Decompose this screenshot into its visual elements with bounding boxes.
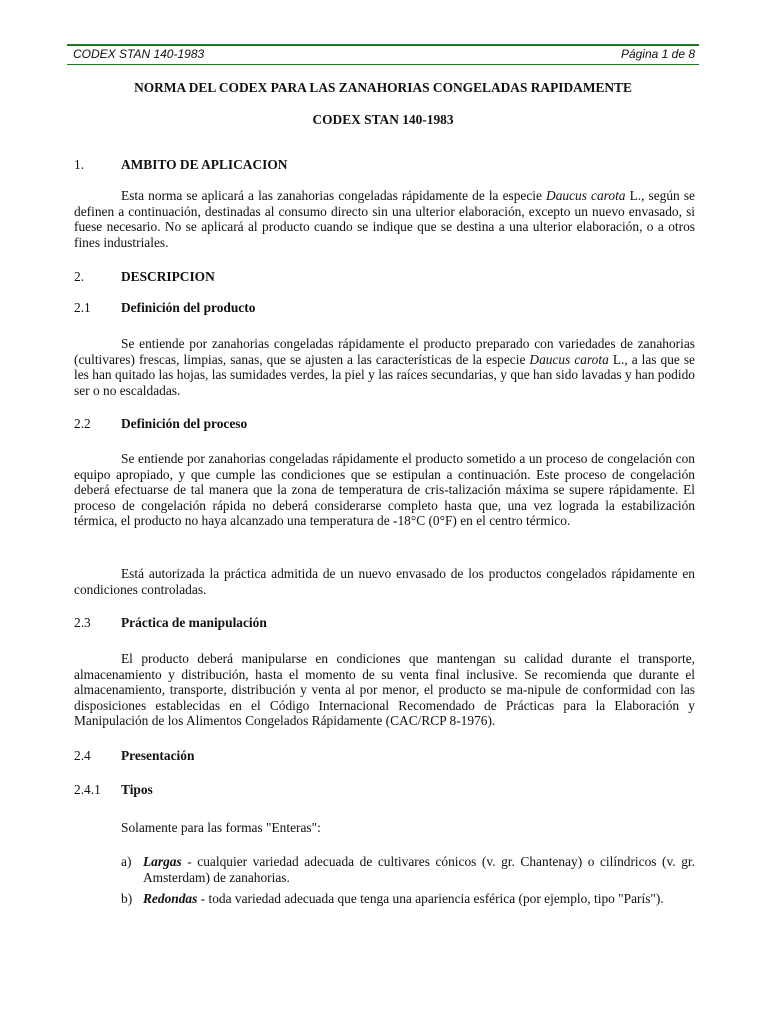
section-number: 2.3 bbox=[74, 615, 91, 630]
list-item-label: a) bbox=[121, 854, 132, 869]
section-number: 2.4.1 bbox=[74, 782, 101, 797]
list-item: Largas - cualquier variedad adecuada de cultivares cónicos (v. gr. Chantenay) o cilíndricos (v. gr. Amsterdam) de zanahorias. bbox=[143, 854, 695, 885]
species-name: Daucus carota bbox=[529, 351, 609, 367]
section-heading: Práctica de manipulación bbox=[121, 615, 267, 630]
list-item-term: Redondas bbox=[143, 891, 198, 906]
section-number: 2.1 bbox=[74, 300, 91, 315]
list-item-label: b) bbox=[121, 891, 133, 906]
section-heading: Presentación bbox=[121, 748, 195, 763]
document-title: NORMA DEL CODEX PARA LAS ZANAHORIAS CONGELADAS RAPIDAMENTE bbox=[134, 80, 632, 95]
section-heading: AMBITO DE APLICACION bbox=[121, 157, 288, 172]
section-paragraph: Esta norma se aplicará a las zanahorias congeladas rápidamente de la especie Daucus carota L., según se definen a continuación, destinadas al consumo directo sin una ulterior elaboración, excepto un nuevo envasado, si fuese necesario. No se aplicará al producto cuando se indique que se destina a una ulterior elaboración, o a otros fines industriales. bbox=[74, 188, 695, 250]
section-heading: Tipos bbox=[121, 782, 153, 797]
section-number: 2. bbox=[74, 269, 85, 284]
section-heading: Definición del proceso bbox=[121, 416, 248, 431]
list-item-term: Largas bbox=[143, 854, 182, 869]
section-paragraph: Se entiende por zanahorias congeladas rápidamente el producto sometido a un proceso de congelación con equipo apropiado, y que cumple las condiciones que se estipulan a continuación. Este proceso de congelación deberá efectuarse de tal manera que la zona de temperatura de cris-talización máxima se supere rápidamente. El proceso de congelación rápida no deberá considerarse completo hasta que, una vez lograda la estabilización térmica, el producto no haya alcanzado una temperatura de -18°C (0°F) en el centro térmico. bbox=[74, 451, 695, 528]
header-page-number: Página 1 de 8 bbox=[620, 47, 695, 61]
list-intro: Solamente para las formas "Enteras": bbox=[121, 820, 321, 835]
header-code: CODEX STAN 140-1983 bbox=[73, 47, 205, 61]
section-number: 2.4 bbox=[74, 748, 91, 763]
document-code: CODEX STAN 140-1983 bbox=[312, 112, 454, 127]
section-heading: DESCRIPCION bbox=[121, 269, 215, 284]
section-paragraph: Se entiende por zanahorias congeladas rápidamente el producto preparado con variedades de zanahorias (cultivares) frescas, limpias, sanas, que se ajusten a las características de la especie Daucus carota L., a las que se les han quitado las hojas, las sumidades verdes, la piel y las raíces secundarias, y que han sido lavadas y han podido ser o no escaldadas. bbox=[74, 336, 696, 398]
section-paragraph: El producto deberá manipularse en condiciones que mantengan su calidad durante el transporte, almacenamiento y distribución, hasta el momento de su venta final inclusive. Se recomienda que durante el almacenamiento, transporte, distribución y venta al por menor, el producto se ma-nipule de conformidad con las disposiciones establecidas en el Código Internacional Recomendado de Prácticas para la Elaboración y Manipulación de los Alimentos Congelados Rápidamente (CAC/RCP 8-1976). bbox=[74, 651, 695, 728]
list-item: Redondas - toda variedad adecuada que tenga una apariencia esférica (por ejemplo, tipo "París"). bbox=[143, 891, 664, 906]
species-name: Daucus carota bbox=[546, 188, 626, 203]
page-header bbox=[67, 44, 699, 65]
section-heading: Definición del producto bbox=[121, 300, 256, 315]
section-number: 2.2 bbox=[74, 416, 91, 431]
section-number: 1. bbox=[74, 157, 85, 172]
section-paragraph: Está autorizada la práctica admitida de un nuevo envasado de los productos congelados rápidamente en condiciones controladas. bbox=[74, 566, 695, 597]
